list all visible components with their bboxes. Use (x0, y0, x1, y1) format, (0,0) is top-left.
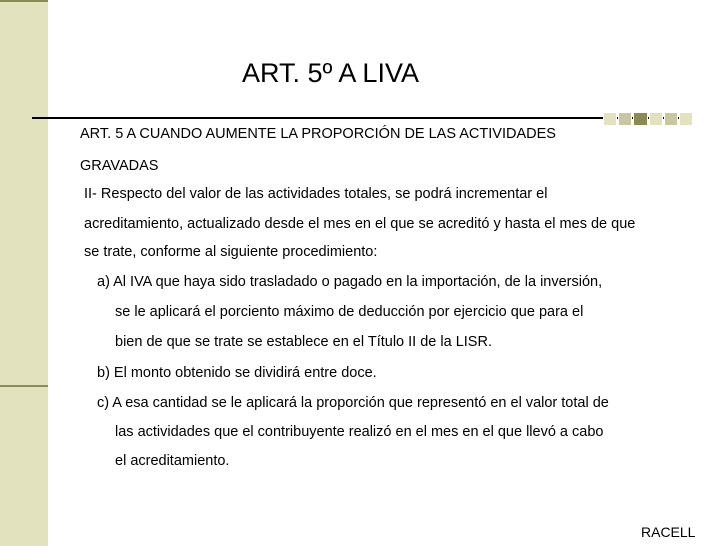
list-item-line: c) A esa cantidad se le aplicará la proporción que representó en el valor total de (97, 395, 609, 411)
top-accent-rule (0, 0, 48, 2)
decor-square (649, 112, 663, 126)
footer-author: RACELL (641, 524, 696, 540)
paragraph-line: se trate, conforme al siguiente procedimiento: (84, 244, 378, 260)
title-divider-line (32, 117, 692, 119)
decor-square (618, 112, 632, 126)
heading-line: GRAVADAS (80, 158, 159, 174)
list-item-line: las actividades que el contribuyente realizó en el mes en el que llevó a cabo (115, 424, 604, 440)
sidebar-decoration (0, 0, 48, 546)
decor-square (679, 112, 693, 126)
list-item-line: b) El monto obtenido se dividirá entre doce. (97, 365, 377, 381)
decor-square (633, 112, 647, 126)
list-item-line: a) Al IVA que haya sido trasladado o pagado en la importación, de la inversión, (97, 274, 603, 290)
decorative-squares (603, 112, 693, 126)
slide-title: ART. 5º A LIVA (242, 58, 419, 88)
heading-line: ART. 5 A CUANDO AUMENTE LA PROPORCIÓN DE LAS ACTIVIDADES (80, 126, 556, 142)
paragraph-line: II- Respecto del valor de las actividades totales, se podrá incrementar el (84, 186, 548, 202)
list-item-line: el acreditamiento. (115, 453, 230, 469)
paragraph-line: acreditamiento, actualizado desde el mes en el que se acreditó y hasta el mes de que (84, 216, 636, 232)
decor-square (603, 112, 617, 126)
sidebar-divider (0, 385, 48, 387)
list-item-line: bien de que se trate se establece en el Título II de la LISR. (115, 334, 492, 350)
decor-square (664, 112, 678, 126)
list-item-line: se le aplicará el porciento máximo de deducción por ejercicio que para el (115, 304, 584, 320)
